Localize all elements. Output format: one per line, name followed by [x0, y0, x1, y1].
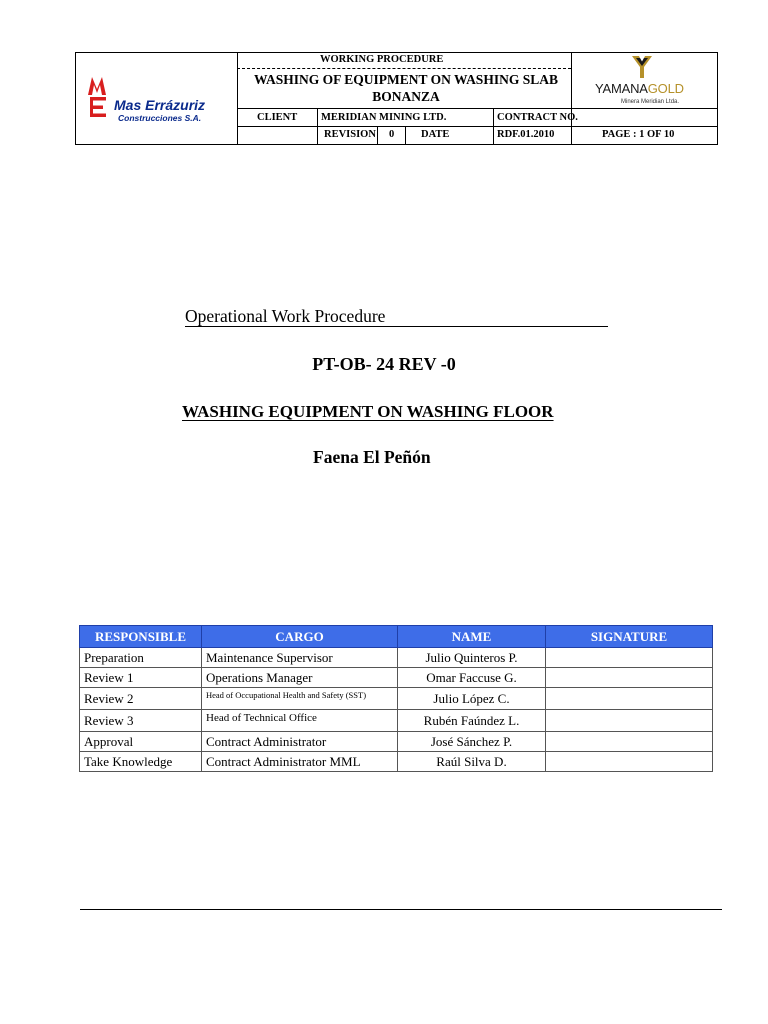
client-logo-wordmark: [595, 81, 684, 96]
procedure-title: [238, 71, 574, 105]
column-header: RESPONSIBLE: [80, 626, 202, 648]
name-cell: Rubén Faúndez L.: [398, 710, 546, 732]
date-value: RDF.01.2010: [497, 129, 555, 140]
document-header: [75, 52, 718, 145]
responsible-cell: Take Knowledge: [80, 752, 202, 772]
revision-value: 0: [389, 129, 395, 140]
yamana-y-icon: [631, 55, 653, 79]
operational-procedure-title: Operational Work Procedure: [185, 306, 386, 326]
revision-label: REVISION: [324, 129, 376, 140]
signature-cell[interactable]: [546, 710, 713, 732]
client-value: MERIDIAN MINING LTD.: [321, 112, 447, 123]
table-row: [80, 668, 713, 688]
name-cell: José Sánchez P.: [398, 732, 546, 752]
footer-divider: [80, 909, 722, 910]
site-name: Faena El Peñón: [313, 447, 431, 467]
responsible-cell: Review 3: [80, 710, 202, 732]
responsible-cell: Review 2: [80, 688, 202, 710]
signature-cell[interactable]: [546, 668, 713, 688]
title-underline: [185, 326, 608, 327]
name-cell: Julio Quinteros P.: [398, 648, 546, 668]
signature-cell[interactable]: [546, 752, 713, 772]
table-row: [80, 688, 713, 710]
washing-title: WASHING EQUIPMENT ON WASHING FLOOR: [182, 402, 554, 421]
cargo-cell: Maintenance Supervisor: [202, 648, 398, 668]
cargo-cell: Contract Administrator: [202, 732, 398, 752]
signature-cell[interactable]: [546, 648, 713, 668]
responsible-cell: Approval: [80, 732, 202, 752]
date-label: DATE: [421, 129, 450, 140]
company-subtitle: Construcciones S.A.: [118, 113, 202, 123]
cargo-cell: Contract Administrator MML: [202, 752, 398, 772]
client-logo-part1: YAMANA: [595, 81, 648, 96]
me-logo-icon: [86, 75, 116, 119]
responsible-cell: Review 1: [80, 668, 202, 688]
procedure-code: PT-OB- 24 REV -0: [312, 354, 456, 374]
table-row: [80, 732, 713, 752]
contract-label: CONTRACT NO.: [497, 112, 578, 123]
signature-cell[interactable]: [546, 732, 713, 752]
name-cell: Omar Faccuse G.: [398, 668, 546, 688]
section-label: WORKING PROCEDURE: [320, 54, 444, 65]
column-header: SIGNATURE: [546, 626, 713, 648]
table-row: [80, 710, 713, 732]
client-logo-part2: GOLD: [647, 81, 684, 96]
table-row: [80, 752, 713, 772]
cargo-cell: Head of Occupational Health and Safety (SST): [202, 688, 398, 710]
procedure-title-line1: WASHING OF EQUIPMENT ON WASHING SLAB: [254, 72, 558, 87]
responsible-cell: Preparation: [80, 648, 202, 668]
column-header: CARGO: [202, 626, 398, 648]
table-row: [80, 648, 713, 668]
procedure-title-line2: BONANZA: [372, 89, 440, 104]
page-label: PAGE : 1 OF 10: [602, 129, 675, 140]
cargo-cell: Head of Technical Office: [202, 710, 398, 732]
client-logo-subtitle: Minera Meridian Ltda.: [621, 99, 680, 105]
cargo-cell: Operations Manager: [202, 668, 398, 688]
client-label: CLIENT: [257, 112, 298, 123]
name-cell: Raúl Silva D.: [398, 752, 546, 772]
signature-cell[interactable]: [546, 688, 713, 710]
company-name: Mas Errázuriz: [114, 97, 206, 113]
name-cell: Julio López C.: [398, 688, 546, 710]
table-header-row: [80, 626, 713, 648]
column-header: NAME: [398, 626, 546, 648]
signoff-table: [79, 625, 713, 772]
